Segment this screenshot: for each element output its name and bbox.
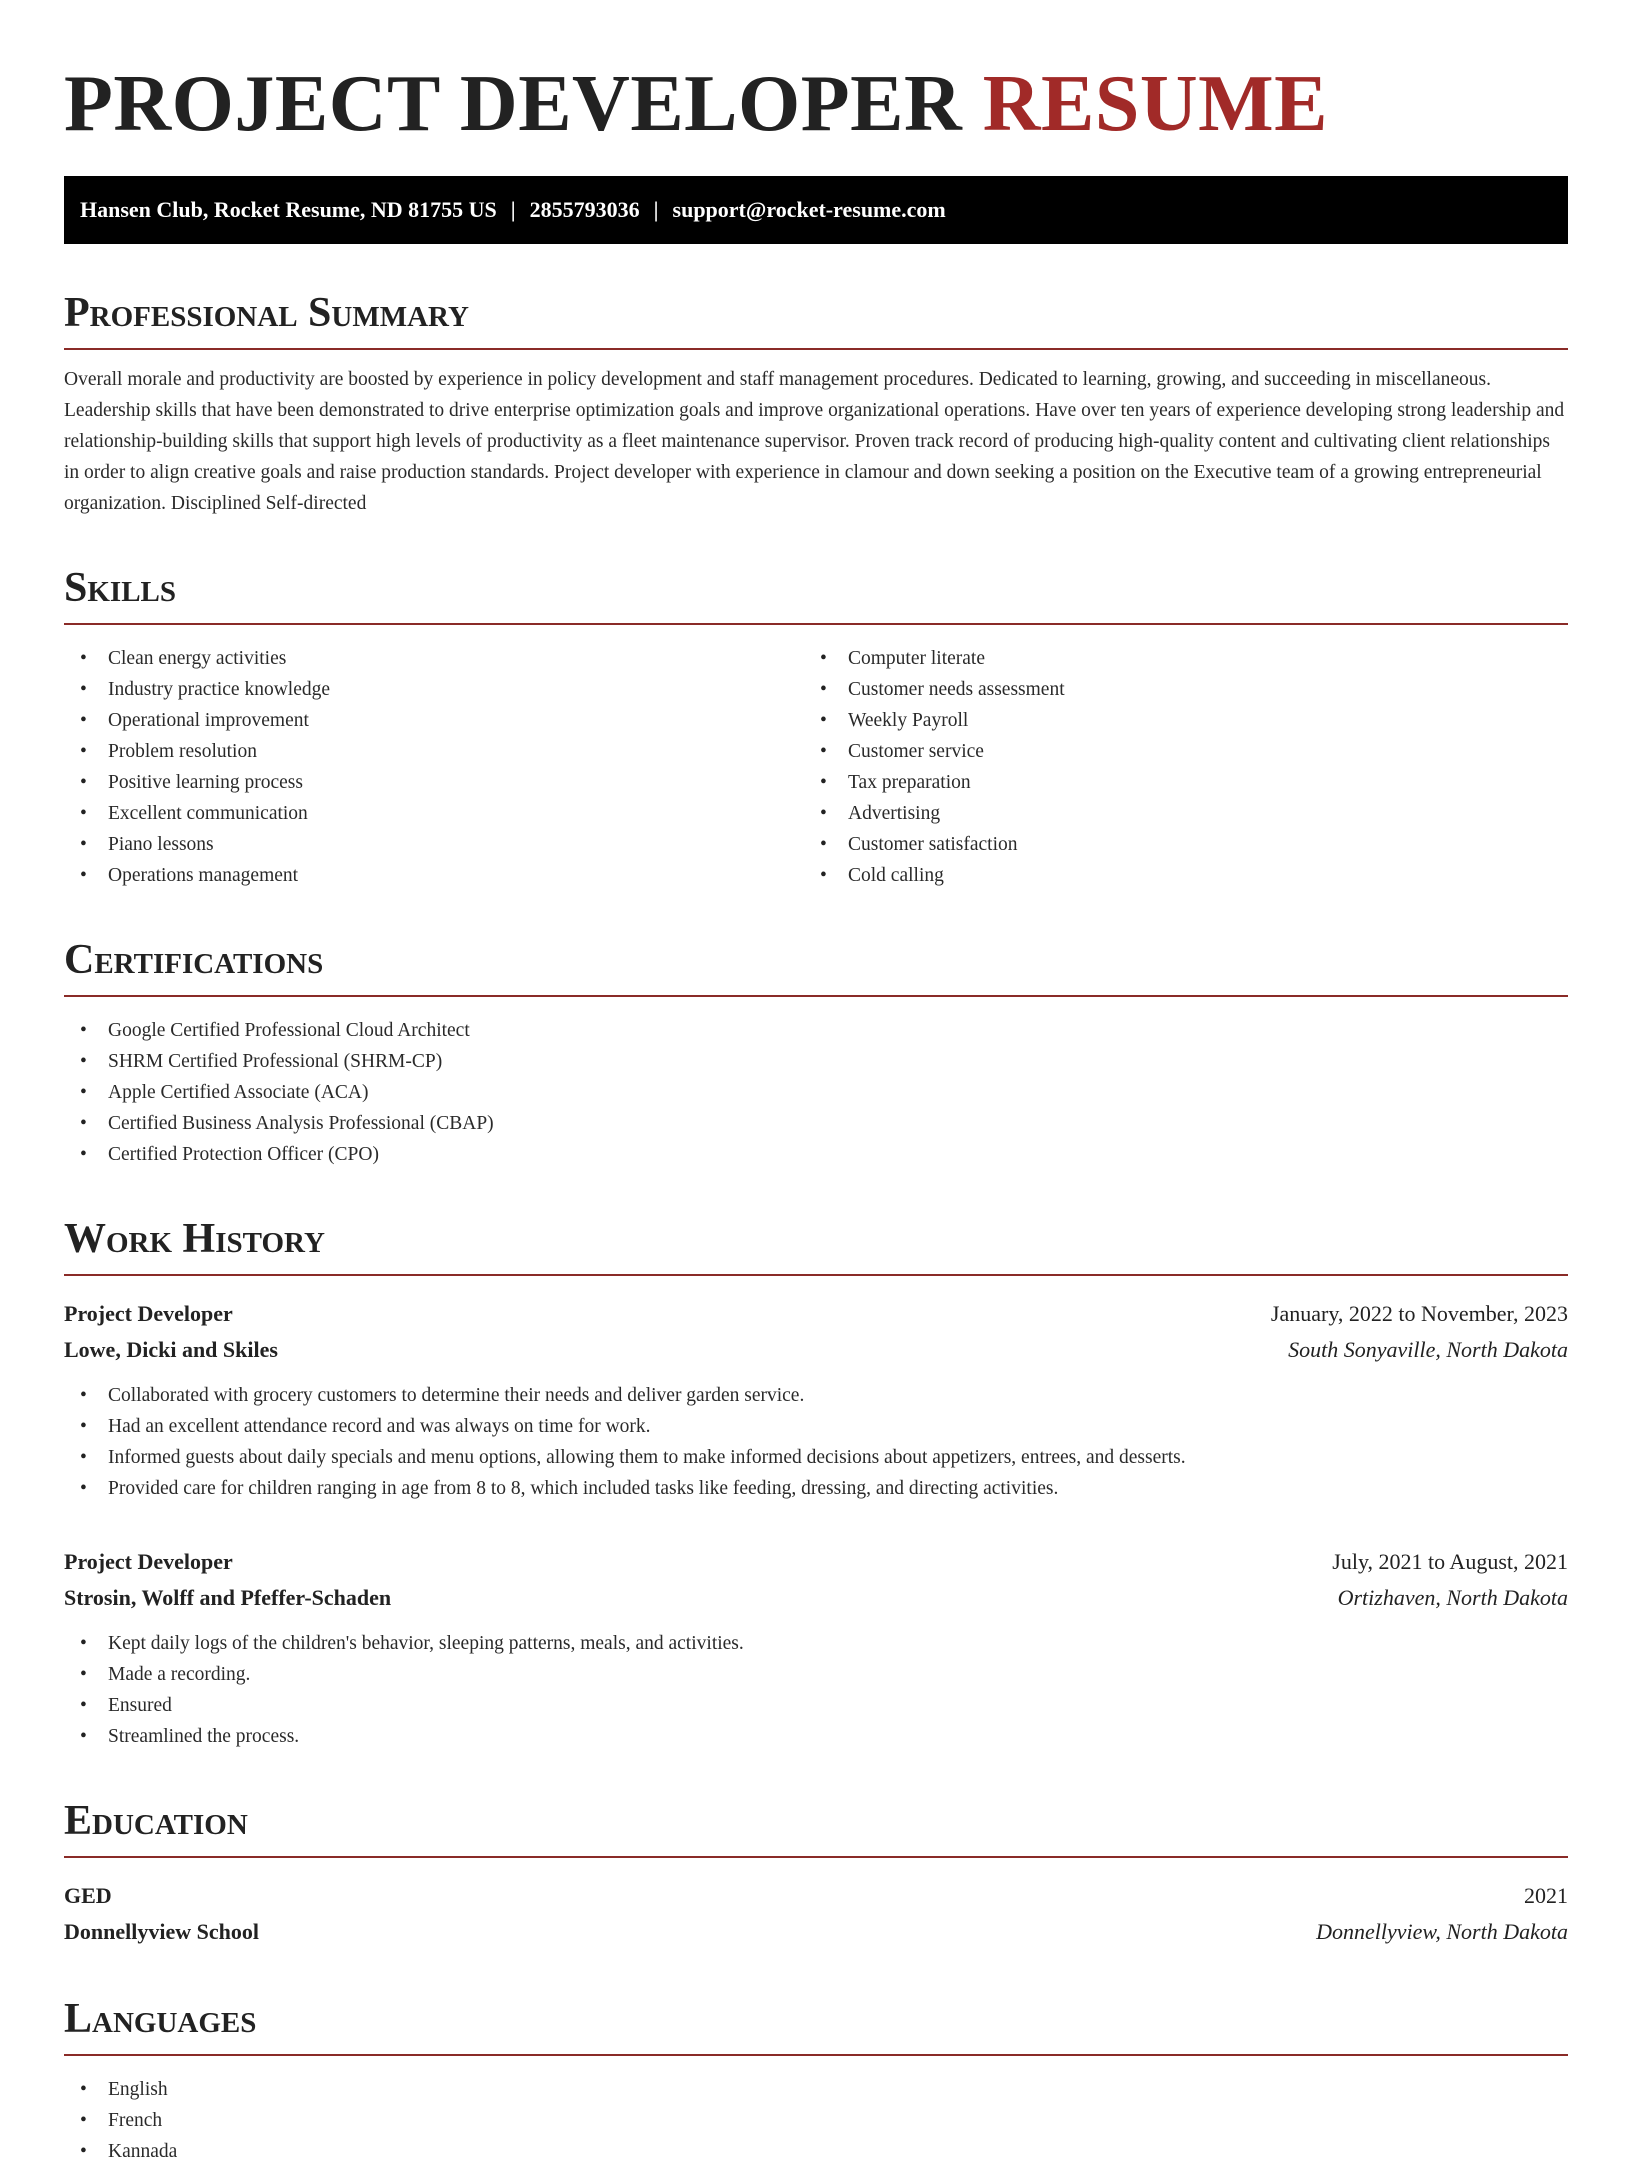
skill-item: • Excellent communication xyxy=(64,798,804,829)
section-heading-certifications: Certifications xyxy=(64,935,1568,997)
contact-phone[interactable]: 2855793036 xyxy=(529,197,640,222)
contact-separator: | xyxy=(653,197,659,222)
skill-item: • Customer satisfaction xyxy=(804,829,1568,860)
contact-address: Hansen Club, Rocket Resume, ND 81755 US xyxy=(80,197,497,222)
education-location: Donnellyview, North Dakota xyxy=(1316,1919,1568,1944)
education-school: Donnellyview School xyxy=(64,1919,259,1944)
language-item: • French xyxy=(64,2105,1568,2136)
certifications-section xyxy=(64,935,1568,1170)
certification-item: • Apple Certified Associate (ACA) xyxy=(64,1077,1568,1108)
skill-item: • Cold calling xyxy=(804,860,1568,891)
job-duty-item: • Streamlined the process. xyxy=(64,1721,1568,1752)
summary-section xyxy=(64,288,1568,519)
job-dates: January, 2022 to November, 2023 xyxy=(1270,1301,1568,1326)
education-header-row xyxy=(64,1878,1568,1914)
job-company: Lowe, Dicki and Skiles xyxy=(64,1337,278,1362)
skills-list-left xyxy=(64,643,804,891)
skill-item: • Weekly Payroll xyxy=(804,705,1568,736)
job-duty-item: • Kept daily logs of the children's behavior, sleeping patterns, meals, and activities. xyxy=(64,1628,1568,1659)
section-heading-languages: Languages xyxy=(64,1994,1568,2056)
skills-section xyxy=(64,563,1568,891)
job-location: South Sonyaville, North Dakota xyxy=(1288,1337,1568,1362)
job-duty-item: • Had an excellent attendance record and was always on time for work. xyxy=(64,1411,1568,1442)
job-title: Project Developer xyxy=(64,1549,233,1574)
skill-item: • Positive learning process xyxy=(64,767,804,798)
section-heading-education: Education xyxy=(64,1796,1568,1858)
section-heading-summary: Professional Summary xyxy=(64,288,1568,350)
languages-section xyxy=(64,1994,1568,2167)
job-duties-list xyxy=(64,1380,1568,1504)
job-duty-item: • Ensured xyxy=(64,1690,1568,1721)
job-duties-list xyxy=(64,1628,1568,1752)
language-item: • Kannada xyxy=(64,2136,1568,2167)
job-duty-item: • Informed guests about daily specials and menu options, allowing them to make informed decisions about appetizers, entrees, and desserts. xyxy=(64,1442,1568,1473)
skill-item: • Customer service xyxy=(804,736,1568,767)
job-duty-item: • Made a recording. xyxy=(64,1659,1568,1690)
skill-item: • Clean energy activities xyxy=(64,643,804,674)
job-dates: July, 2021 to August, 2021 xyxy=(1332,1549,1568,1574)
skill-item: • Problem resolution xyxy=(64,736,804,767)
job-company: Strosin, Wolff and Pfeffer-Schaden xyxy=(64,1585,392,1610)
title-accent: RESUME xyxy=(982,60,1329,148)
education-school-row xyxy=(64,1914,1568,1950)
education-entry xyxy=(64,1878,1568,1950)
education-section xyxy=(64,1796,1568,1950)
job-company-row xyxy=(64,1580,1568,1616)
skills-list-right xyxy=(804,643,1568,891)
skill-item: • Piano lessons xyxy=(64,829,804,860)
contact-email[interactable]: support@rocket-resume.com xyxy=(672,197,946,222)
job-duty-item: • Collaborated with grocery customers to determine their needs and deliver garden service. xyxy=(64,1380,1568,1411)
contact-separator: | xyxy=(510,197,516,222)
job-header-row xyxy=(64,1296,1568,1332)
section-heading-skills: Skills xyxy=(64,563,1568,625)
job-entry xyxy=(64,1544,1568,1752)
certification-item: • Certified Protection Officer (CPO) xyxy=(64,1139,1568,1170)
job-duty-item: • Provided care for children ranging in age from 8 to 8, which included tasks like feeding, dressing, and directing activities. xyxy=(64,1473,1568,1504)
certification-item: • Google Certified Professional Cloud Architect xyxy=(64,1015,1568,1046)
skills-columns xyxy=(64,625,1568,891)
language-item: • English xyxy=(64,2074,1568,2105)
certifications-list xyxy=(64,1015,1568,1170)
skill-item: • Advertising xyxy=(804,798,1568,829)
job-entry xyxy=(64,1296,1568,1504)
skill-item: • Operational improvement xyxy=(64,705,804,736)
education-year: 2021 xyxy=(1524,1883,1568,1908)
title-main: PROJECT DEVELOPER xyxy=(64,60,963,148)
job-title: Project Developer xyxy=(64,1301,233,1326)
skill-item: • Customer needs assessment xyxy=(804,674,1568,705)
languages-list xyxy=(64,2074,1568,2167)
contact-bar xyxy=(64,176,1568,244)
work-history-section xyxy=(64,1214,1568,1752)
section-heading-work-history: Work History xyxy=(64,1214,1568,1276)
skill-item: • Tax preparation xyxy=(804,767,1568,798)
certification-item: • Certified Business Analysis Professional (CBAP) xyxy=(64,1108,1568,1139)
job-location: Ortizhaven, North Dakota xyxy=(1337,1585,1568,1610)
certification-item: • SHRM Certified Professional (SHRM-CP) xyxy=(64,1046,1568,1077)
education-degree: GED xyxy=(64,1883,112,1908)
job-company-row xyxy=(64,1332,1568,1368)
resume-title xyxy=(64,56,1568,152)
skill-item: • Computer literate xyxy=(804,643,1568,674)
skill-item: • Operations management xyxy=(64,860,804,891)
job-header-row xyxy=(64,1544,1568,1580)
skill-item: • Industry practice knowledge xyxy=(64,674,804,705)
summary-text: Overall morale and productivity are boosted by experience in policy development and staff management procedures. Dedicated to learning, growing, and succeeding in miscellaneous. Leadership skills that have been demonstrated to drive enterprise optimization goals and improve organizational operations. Have over ten years of experience developing strong leadership and relationship-building skills that support high levels of productivity as a fleet maintenance supervisor. Proven track record of producing high-quality content and cultivating client relationships in order to align creative goals and raise production standards. Project developer with experience in clamour and down seeking a position on the Executive team of a growing entrepreneurial organization. Disciplined Self-directed xyxy=(64,369,1565,514)
